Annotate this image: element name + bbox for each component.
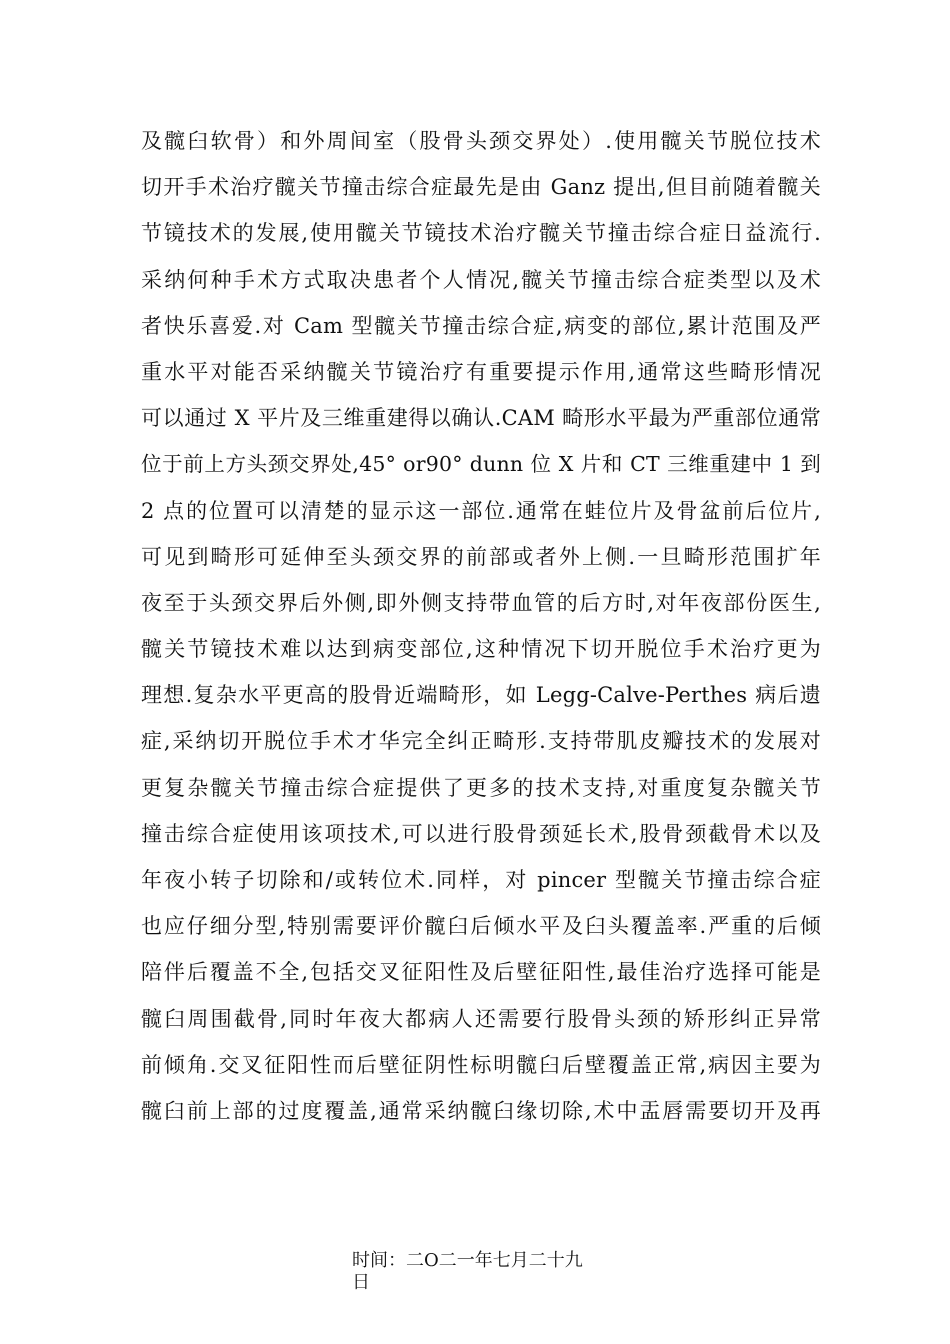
footer-date-line-1: 时间：二O二一年七月二十九 (352, 1250, 583, 1271)
text-line-15: 更复杂髋关节撞击综合症提供了更多的技术支持,对重度复杂髋关节 (141, 775, 821, 800)
text-line-3: 节镜技术的发展,使用髋关节镜技术治疗髋关节撞击综合症日益流行. (141, 221, 821, 246)
text-line-21: 前倾角.交叉征阳性而后壁征阴性标明髋臼后壁覆盖正常,病因主要为 (141, 1052, 821, 1077)
text-line-17: 年夜小转子切除和/或转位术.同样，对 pincer 型髋关节撞击综合症 (141, 868, 821, 892)
text-line-6: 重水平对能否采纳髋关节镜治疗有重要提示作用,通常这些畸形情况 (141, 359, 821, 384)
text-line-22: 髋臼前上部的过度覆盖,通常采纳髋臼缘切除,术中盂唇需要切开及再 (141, 1098, 821, 1123)
text-line-7: 可以通过 X 平片及三维重建得以确认.CAM 畸形水平最为严重部位通常 (141, 406, 821, 431)
text-line-13: 理想.复杂水平更高的股骨近端畸形，如 Legg-Calve-Perthes 病后遗 (141, 683, 821, 708)
text-line-20: 髋臼周围截骨,同时年夜大都病人还需要行股骨头颈的矫形纠正异常 (141, 1006, 821, 1031)
body-text (141, 118, 821, 1134)
text-line-14: 症,采纳切开脱位手术才华完全纠正畸形.支持带肌皮瓣技术的发展对 (141, 729, 821, 754)
text-line-4: 采纳何种手术方式取决患者个人情况,髋关节撞击综合症类型以及术 (141, 267, 821, 292)
text-line-19: 陪伴后覆盖不全,包括交叉征阳性及后壁征阳性,最佳治疗选择可能是 (141, 960, 821, 985)
footer-date-line-2: 日 (352, 1272, 370, 1293)
text-line-9: 2 点的位置可以清楚的显示这一部位.通常在蛙位片及骨盆前后位片, (141, 498, 821, 523)
text-line-12: 髋关节镜技术难以达到病变部位,这种情况下切开脱位手术治疗更为 (141, 637, 821, 662)
text-line-11: 夜至于头颈交界后外侧,即外侧支持带血管的后方时,对年夜部份医生, (141, 590, 821, 615)
footer-date (352, 1250, 622, 1294)
text-line-8: 位于前上方头颈交界处,45° or90° dunn 位 X 片和 CT 三维重建中 1 到 (141, 452, 821, 477)
text-line-2: 切开手术治疗髋关节撞击综合症最先是由 Ganz 提出,但目前随着髋关 (141, 175, 821, 200)
text-line-16: 撞击综合症使用该项技术,可以进行股骨颈延长术,股骨颈截骨术以及 (141, 821, 821, 846)
text-line-1: 及髋臼软骨）和外周间室（股骨头颈交界处）.使用髋关节脱位技术 (141, 129, 821, 153)
text-line-10: 可见到畸形可延伸至头颈交界的前部或者外上侧.一旦畸形范围扩年 (141, 544, 821, 569)
text-line-5: 者快乐喜爱.对 Cam 型髋关节撞击综合症,病变的部位,累计范围及严 (141, 313, 821, 338)
text-line-18: 也应仔细分型,特别需要评价髋臼后倾水平及臼头覆盖率.严重的后倾 (141, 914, 821, 939)
